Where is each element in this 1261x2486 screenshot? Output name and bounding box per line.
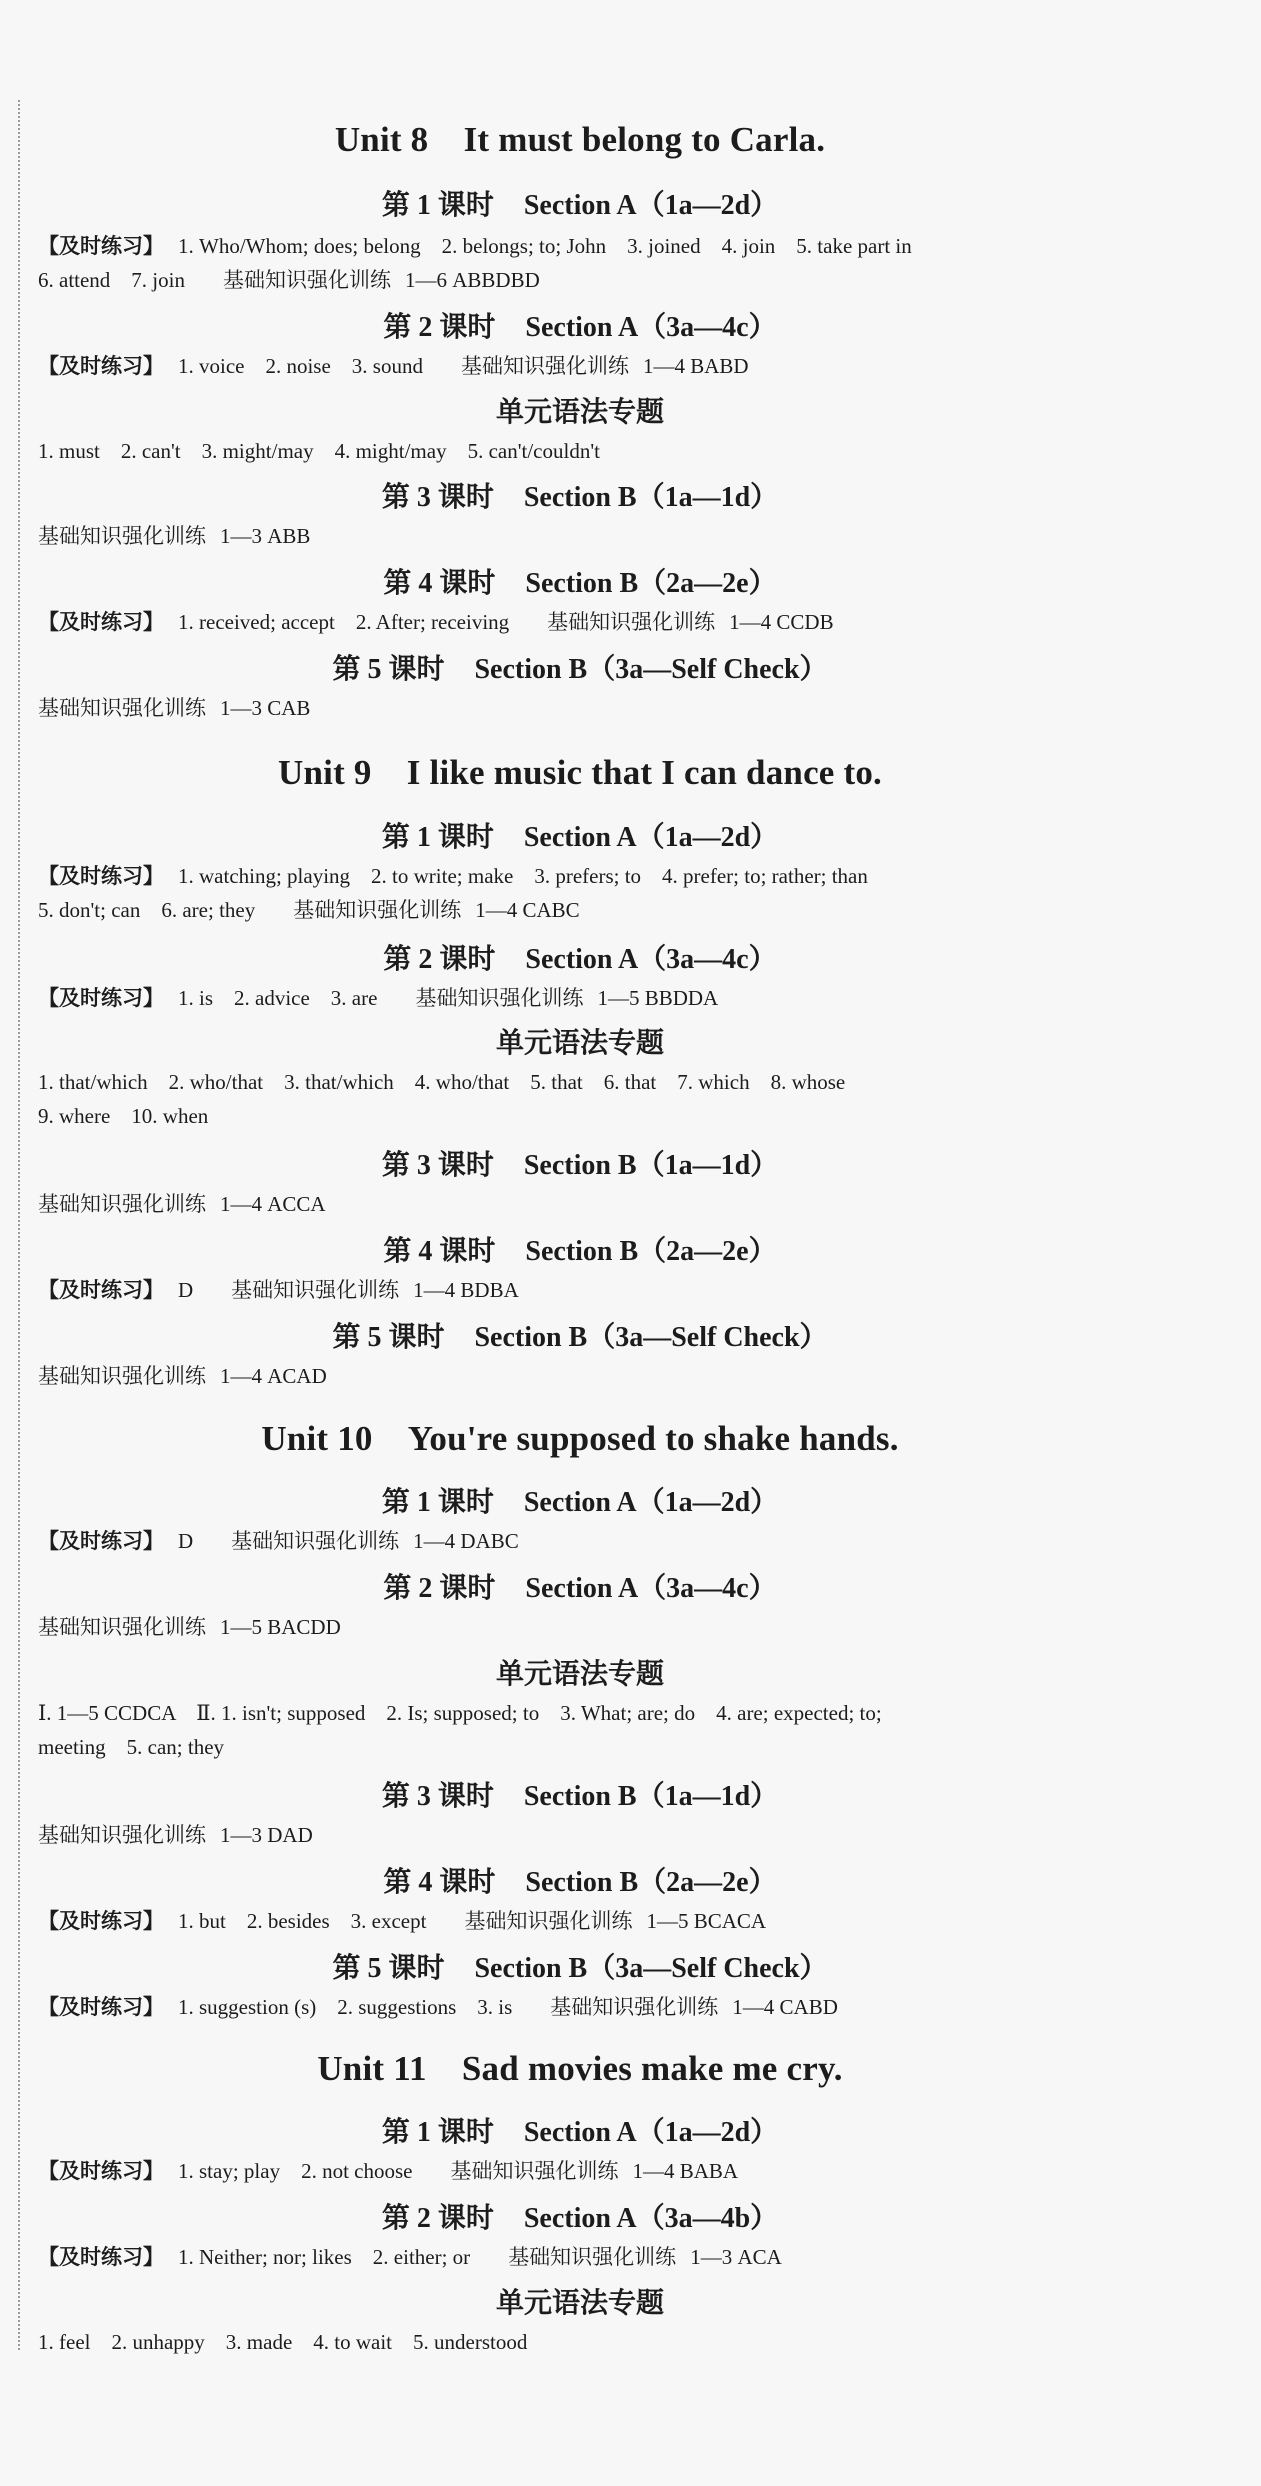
drill-answers: 1—3 ABB (220, 524, 311, 548)
lesson-section: Section A（3a—4c） (525, 312, 777, 343)
lesson-period: 第 5 课时 (332, 1322, 445, 1353)
lesson-section: Section B（2a—2e） (525, 1236, 777, 1267)
lesson-period: 第 1 课时 (381, 1487, 494, 1518)
drill-label: 基础知识强化训练 (415, 986, 584, 1010)
practice-tag: 【及时练习】 (38, 2245, 164, 2269)
drill-answers: 1—4 DABC (413, 1529, 519, 1553)
unit10-grammar-heading: 单元语法专题 (495, 1659, 664, 1690)
lesson-period: 第 4 课时 (383, 568, 496, 599)
lesson-section: Section B（1a—1d） (523, 482, 779, 513)
unit8-lesson5-answers (38, 694, 1148, 722)
drill-answers: 1—4 CABC (475, 898, 580, 922)
lesson-period: 第 2 课时 (381, 2203, 494, 2234)
drill-answers: 1—4 BABA (632, 2159, 739, 2183)
drill-answers: 1—5 BBDDA (597, 986, 719, 1010)
drill-answers: 1—4 ACAD (220, 1364, 327, 1388)
unit9-lesson1-answers-line2 (38, 896, 1148, 924)
unit10-lesson4-answers (38, 1907, 1148, 1935)
drill-label: 基础知识强化训练 (231, 1278, 400, 1302)
unit8-lesson1-answers-line1 (38, 232, 1148, 260)
unit10-lesson2-answers (38, 1613, 1148, 1641)
drill-answers: 1—4 BDBA (413, 1278, 519, 1302)
unit8-lesson2-heading (0, 305, 1160, 345)
lesson-period: 第 3 课时 (381, 1781, 494, 1812)
unit10-grammar-answers-line1: Ⅰ. 1—5 CCDCA Ⅱ. 1. isn't; supposed 2. Is; supposed; to 3. What; are; do 4. are; expected; to; (38, 1701, 882, 1725)
practice-answers: 1. Who/Whom; does; belong 2. belongs; to; John 3. joined 4. join 5. take part in (178, 234, 912, 258)
lesson-section: Section B（3a—Self Check） (474, 1322, 828, 1353)
lesson-period: 第 3 课时 (381, 1150, 494, 1181)
drill-label: 基础知识强化训练 (38, 696, 206, 720)
practice-answers: 1. received; accept 2. After; receiving (178, 610, 510, 634)
unit11-title: Unit 11 Sad movies make me cry. (317, 2049, 843, 2088)
drill-label: 基础知识强化训练 (222, 268, 391, 292)
drill-answers: 1—4 CCDB (729, 610, 834, 634)
unit11-grammar-answers: 1. feel 2. unhappy 3. made 4. to wait 5. understood (38, 2330, 528, 2354)
unit8-grammar-heading: 单元语法专题 (495, 397, 664, 428)
practice-answers: 1. is 2. advice 3. are (178, 986, 378, 1010)
unit9-lesson3-answers (38, 1190, 1148, 1218)
lesson-period: 第 5 课时 (332, 654, 445, 685)
lesson-section: Section B（1a—1d） (523, 1781, 779, 1812)
drill-answers: 1—3 DAD (220, 1823, 313, 1847)
practice-answers: 6. attend 7. join (38, 268, 185, 292)
unit9-lesson4-answers (38, 1276, 1148, 1304)
practice-tag: 【及时练习】 (38, 2159, 164, 2183)
unit8-lesson4-answers (38, 608, 1148, 636)
drill-answers: 1—4 BABD (642, 354, 749, 378)
drill-label: 基础知识强化训练 (464, 1909, 633, 1933)
drill-answers: 1—3 ACA (690, 2245, 782, 2269)
practice-tag: 【及时练习】 (38, 1909, 164, 1933)
unit8-grammar-answers: 1. must 2. can't 3. might/may 4. might/may 5. can't/couldn't (38, 439, 600, 463)
lesson-period: 第 1 课时 (381, 822, 494, 853)
unit10-title: Unit 10 You're supposed to shake hands. (261, 1419, 899, 1458)
unit8-lesson5-heading (0, 647, 1160, 687)
lesson-section: Section A（1a—2d） (523, 1487, 779, 1518)
unit8-lesson1-answers-line2 (38, 266, 1148, 294)
unit8-lesson3-answers (38, 522, 1148, 550)
practice-answers: 1. but 2. besides 3. except (178, 1909, 427, 1933)
unit11-lesson2-answers (38, 2243, 1148, 2271)
unit9-grammar-answers-line1: 1. that/which 2. who/that 3. that/which 4. who/that 5. that 6. that 7. which 8. whose (38, 1070, 846, 1094)
practice-answers: D (178, 1529, 194, 1553)
unit11-lesson1-answers (38, 2157, 1148, 2185)
drill-label: 基础知识强化训练 (550, 1995, 719, 2019)
unit11-grammar-heading: 单元语法专题 (495, 2288, 664, 2319)
binding-edge-line (18, 100, 20, 2350)
practice-answers: 5. don't; can 6. are; they (38, 898, 256, 922)
drill-answers: 1—4 CABD (732, 1995, 838, 2019)
drill-label: 基础知识强化训练 (38, 1615, 206, 1639)
unit9-title: Unit 9 I like music that I can dance to. (278, 753, 882, 792)
unit11-lesson1-heading (0, 2110, 1160, 2150)
unit8-lesson2-answers (38, 352, 1148, 380)
unit11-lesson2-heading (0, 2196, 1160, 2236)
practice-tag: 【及时练习】 (38, 864, 164, 888)
lesson-section: Section A（1a—2d） (523, 190, 779, 221)
practice-tag: 【及时练习】 (38, 1278, 164, 1302)
practice-answers: 1. Neither; nor; likes 2. either; or (178, 2245, 471, 2269)
practice-tag: 【及时练习】 (38, 1995, 164, 2019)
practice-answers: 1. suggestion (s) 2. suggestions 3. is (178, 1995, 513, 2019)
lesson-section: Section B（3a—Self Check） (474, 1953, 828, 1984)
lesson-period: 第 1 课时 (381, 2117, 494, 2148)
practice-answers: D (178, 1278, 194, 1302)
practice-answers: 1. stay; play 2. not choose (178, 2159, 413, 2183)
lesson-period: 第 2 课时 (383, 312, 496, 343)
unit10-lesson3-answers (38, 1821, 1148, 1849)
drill-label: 基础知识强化训练 (293, 898, 462, 922)
unit9-lesson5-heading (0, 1315, 1160, 1355)
lesson-period: 第 1 课时 (381, 190, 494, 221)
unit9-lesson1-answers-line1 (38, 862, 1148, 890)
drill-answers: 1—6 ABBDBD (404, 268, 540, 292)
practice-tag: 【及时练习】 (38, 1529, 164, 1553)
unit10-lesson1-heading (0, 1480, 1160, 1520)
practice-answers: 1. watching; playing 2. to write; make 3. prefers; to 4. prefer; to; rather; than (178, 864, 868, 888)
unit10-grammar-answers-line2: meeting 5. can; they (38, 1735, 225, 1759)
lesson-section: Section B（3a—Self Check） (474, 654, 828, 685)
unit9-lesson4-heading (0, 1229, 1160, 1269)
drill-label: 基础知识强化训练 (508, 2245, 677, 2269)
unit9-lesson5-answers (38, 1362, 1148, 1390)
drill-answers: 1—5 BCACA (646, 1909, 767, 1933)
lesson-period: 第 2 课时 (383, 944, 496, 975)
drill-answers: 1—4 ACCA (220, 1192, 326, 1216)
unit8-lesson4-heading (0, 561, 1160, 601)
lesson-section: Section B（2a—2e） (525, 568, 777, 599)
lesson-section: Section A（1a—2d） (523, 822, 779, 853)
practice-tag: 【及时练习】 (38, 354, 164, 378)
lesson-section: Section B（1a—1d） (523, 1150, 779, 1181)
unit10-lesson4-heading (0, 1860, 1160, 1900)
drill-label: 基础知识强化训练 (547, 610, 716, 634)
drill-label: 基础知识强化训练 (38, 1192, 206, 1216)
drill-label: 基础知识强化训练 (38, 1364, 206, 1388)
unit9-grammar-answers-line2: 9. where 10. when (38, 1104, 209, 1128)
unit10-lesson1-answers (38, 1527, 1148, 1555)
unit9-lesson2-answers (38, 984, 1148, 1012)
unit8-title: Unit 8 It must belong to Carla. (334, 120, 826, 159)
unit8-lesson3-heading (0, 475, 1160, 515)
unit10-lesson2-heading (0, 1566, 1160, 1606)
lesson-period: 第 2 课时 (383, 1573, 496, 1604)
unit8-lesson1-heading (0, 183, 1160, 223)
practice-tag: 【及时练习】 (38, 610, 164, 634)
drill-label: 基础知识强化训练 (450, 2159, 619, 2183)
lesson-section: Section A（3a—4c） (525, 944, 777, 975)
lesson-section: Section A（3a—4c） (525, 1573, 777, 1604)
unit9-grammar-heading: 单元语法专题 (495, 1028, 664, 1059)
lesson-period: 第 5 课时 (332, 1953, 445, 1984)
lesson-period: 第 3 课时 (381, 482, 494, 513)
practice-answers: 1. voice 2. noise 3. sound (178, 354, 423, 378)
drill-answers: 1—5 BACDD (220, 1615, 341, 1639)
drill-label: 基础知识强化训练 (460, 354, 629, 378)
unit10-lesson5-answers (38, 1993, 1148, 2021)
lesson-section: Section B（2a—2e） (525, 1867, 777, 1898)
unit10-lesson3-heading (0, 1774, 1160, 1814)
drill-label: 基础知识强化训练 (38, 524, 206, 548)
lesson-period: 第 4 课时 (383, 1236, 496, 1267)
lesson-period: 第 4 课时 (383, 1867, 496, 1898)
lesson-section: Section A（1a—2d） (523, 2117, 779, 2148)
practice-tag: 【及时练习】 (38, 986, 164, 1010)
unit9-lesson2-heading (0, 937, 1160, 977)
unit9-lesson3-heading (0, 1143, 1160, 1183)
practice-tag: 【及时练习】 (38, 234, 164, 258)
unit10-lesson5-heading (0, 1946, 1160, 1986)
lesson-section: Section A（3a—4b） (523, 2203, 779, 2234)
drill-label: 基础知识强化训练 (38, 1823, 206, 1847)
unit9-lesson1-heading (0, 815, 1160, 855)
drill-answers: 1—3 CAB (220, 696, 311, 720)
drill-label: 基础知识强化训练 (231, 1529, 400, 1553)
